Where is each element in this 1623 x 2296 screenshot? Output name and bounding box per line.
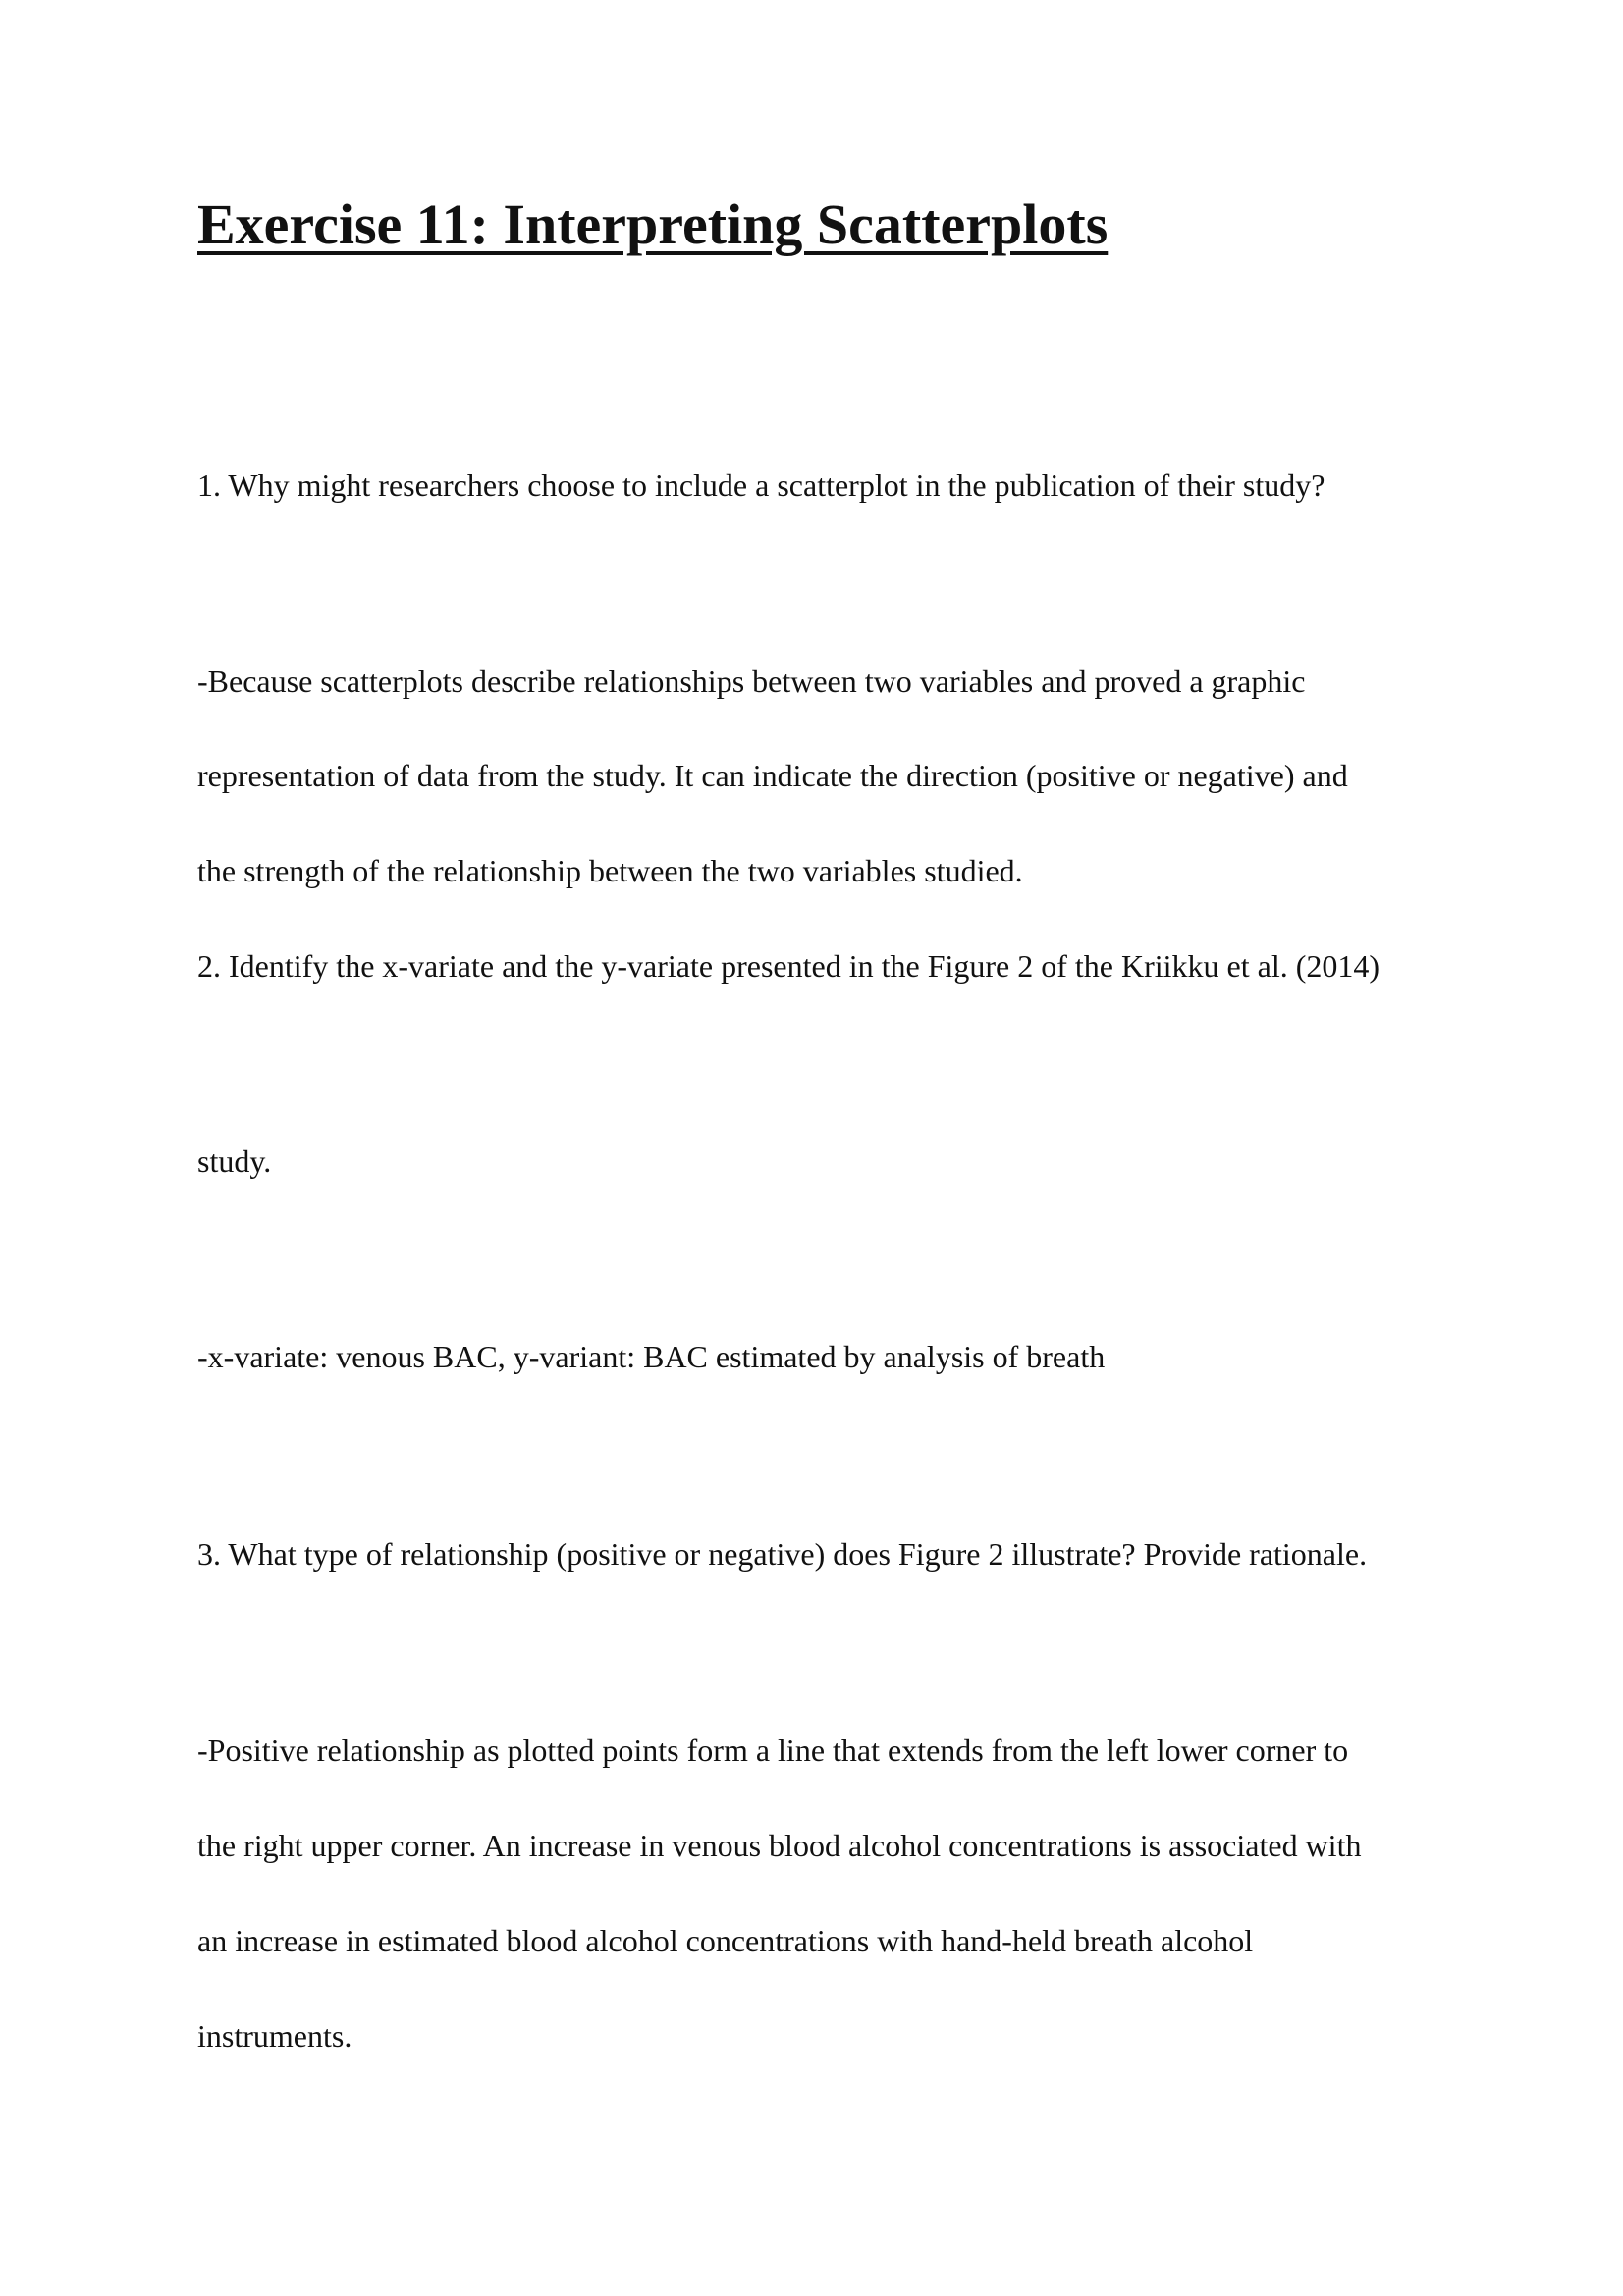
answer-3-line-3: an increase in estimated blood alcohol concentrations with hand-held breath alcohol [197, 1923, 1254, 1958]
answer-1-line-1: -Because scatterplots describe relationships between two variables and proved a graphic [197, 664, 1306, 699]
answer-1-line-3: the strength of the relationship between the two variables studied. [197, 853, 1023, 888]
question-2-line-1: 2. Identify the x-variate and the y-variate presented in the Figure 2 of the Kriikku et al. (2014) [197, 948, 1380, 984]
answer-1-line-2: representation of data from the study. It can indicate the direction (positive or negative) and [197, 758, 1348, 793]
answer-3-line-1: -Positive relationship as plotted points form a line that extends from the left lower corner to [197, 1733, 1349, 1768]
question-1: 1. Why might researchers choose to include a scatterplot in the publication of their study? [197, 467, 1325, 503]
document-title: Exercise 11: Interpreting Scatterplots [197, 192, 1109, 256]
question-3: 3. What type of relationship (positive or negative) does Figure 2 illustrate? Provide rationale. [197, 1536, 1368, 1572]
answer-3-line-4: instruments. [197, 2018, 352, 2054]
answer-2: -x-variate: venous BAC, y-variant: BAC estimated by analysis of breath [197, 1339, 1106, 1374]
question-2-line-2: study. [197, 1144, 272, 1179]
answer-3-line-2: the right upper corner. An increase in venous blood alcohol concentrations is associated with [197, 1828, 1362, 1863]
